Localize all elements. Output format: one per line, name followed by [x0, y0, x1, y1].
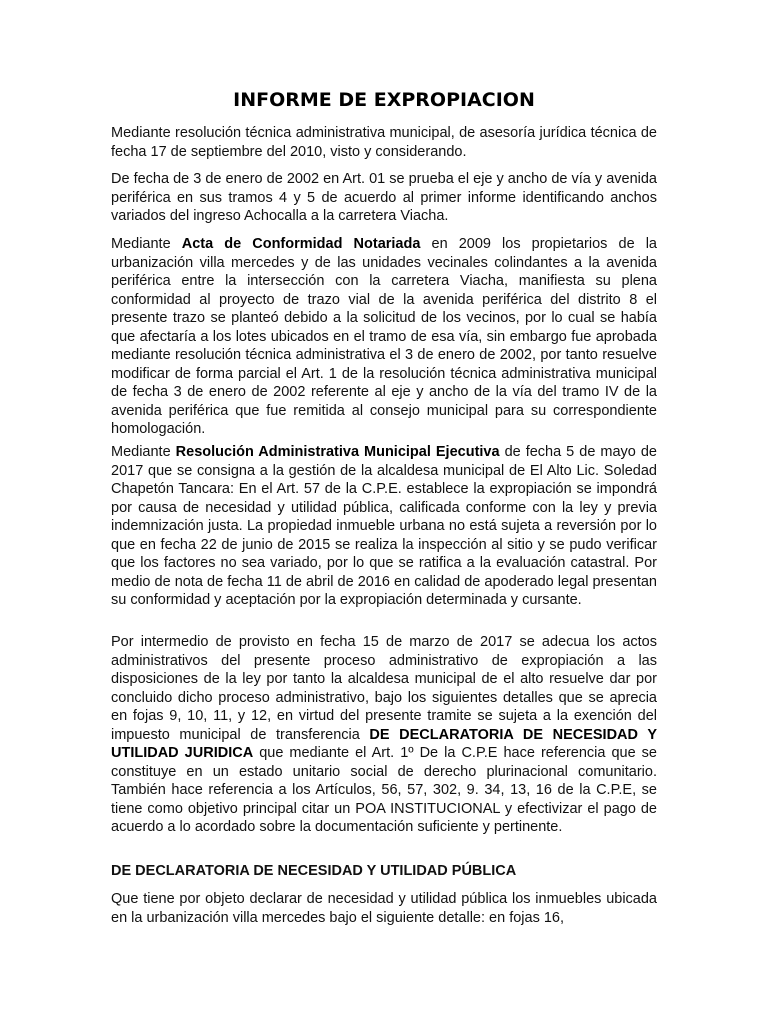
paragraph-provisto-2017 — [111, 633, 657, 837]
paragraph-resolucion-tecnica: Mediante resolución técnica administrativa municipal, de asesoría jurídica técnica de fecha 17 de septiembre del 2010, visto y considerando. — [111, 125, 657, 160]
paragraph-resolucion-ejecutiva — [111, 443, 657, 610]
paragraph-objeto-declarar: Que tiene por objeto declarar de necesidad y utilidad pública los inmuebles ubicada en la urbanización villa mercedes bajo el siguiente detalle: en fojas 16, — [111, 891, 657, 926]
paragraph-body-text: en 2009 los propietarios de la urbanización villa mercedes y de las unidades vecinales colindantes a la avenida periférica entre la intersección con la carretera Viacha, manifiesta su plena conformidad al proyecto de trazo vial de la avenida periférica del distrito 8 el presente trazo se planteó debido a la solicitud de los vecinos, por lo cual se había que afectaría a los lotes ubicados en el tramo de esa vía, sin embargo fue aprobada mediante resolución técnica administrativa el 3 de enero de 2002, por tanto resuelve modificar de forma parcial el Art. 1 de la resolución técnica administrativa municipal de fecha 3 de enero de 2002 referente al eje y ancho de la vía del tramo IV de la avenida periférica que fue remitida al consejo municipal para su correspondiente homologación. — [111, 236, 657, 437]
paragraph-body-text: de fecha 5 de mayo de 2017 que se consigna a la gestión de la alcaldesa municipal de El Alto Lic. Soledad Chapetón Tancara: En el Art. 57 de la C.P.E. establece la expropiación se impondrá por causa de necesidad y utilidad pública, calificada conforme con la ley y previa indemnización justa. La propiedad inmueble urbana no está sujeta a reversión por lo que en fecha 22 de junio de 2015 se realiza la inspección al sitio y se pudo verificar que los factores no sea variado, por lo que se ratifica a la evaluación catastral. Por medio de nota de fecha 11 de abril de 2016 en calidad de apoderado legal presentan su conformidad y aceptación por la expropiación determinada y cursante. — [111, 444, 657, 608]
bold-declaratoria-juridica: DE DECLARATORIA DE NECESIDAD Y UTILIDAD JURIDICA — [111, 726, 658, 761]
paragraph-acta-conformidad — [111, 235, 657, 439]
paragraph-lead-text: Mediante — [111, 236, 182, 252]
paragraph-fecha-2002: De fecha de 3 de enero de 2002 en Art. 01 se prueba el eje y ancho de vía y avenida periférica en sus tramos 4 y 5 de acuerdo al primer informe identificando anchos variados del ingreso Achocalla a la carretera Viacha. — [111, 171, 657, 224]
paragraph-lead-text: Por intermedio de provisto en fecha 15 de marzo de 2017 se adecua los actos administrativos del presente proceso administrativo de expropiación a las disposiciones de la ley por tanto la alcaldesa municipal de el alto resuelve dar por concluido dicho proceso administrativo, bajo los siguientes detalles que se aprecia en fojas 9, 10, 11, y 12, en virtud del presente tramite se sujeta a la exención del impuesto municipal de transferencia — [111, 634, 657, 743]
bold-acta-conformidad: Acta de Conformidad Notariada — [181, 236, 421, 252]
paragraph-body-text: que mediante el Art. 1º De la C.P.E hace referencia que se constituye en un estado unitario social de derecho plurinacional comunitario. También hace referencia a los Artículos, 56, 57, 302, 9. 34, 13, 16 de la C.P.E, se tiene como objetivo principal citar un POA INSTITUCIONAL y efectivizar el pago de acuerdo a lo acordado sobre la documentación suficiente y pertinente. — [111, 745, 657, 835]
section-heading-declaratoria: DE DECLARATORIA DE NECESIDAD Y UTILIDAD PÚBLICA — [111, 863, 517, 879]
document-title: INFORME DE EXPROPIACION — [233, 89, 535, 111]
paragraph-lead-text: Mediante — [111, 444, 176, 460]
bold-resolucion-ejecutiva: Resolución Administrativa Municipal Ejecutiva — [175, 444, 500, 460]
document-page — [111, 0, 657, 1024]
